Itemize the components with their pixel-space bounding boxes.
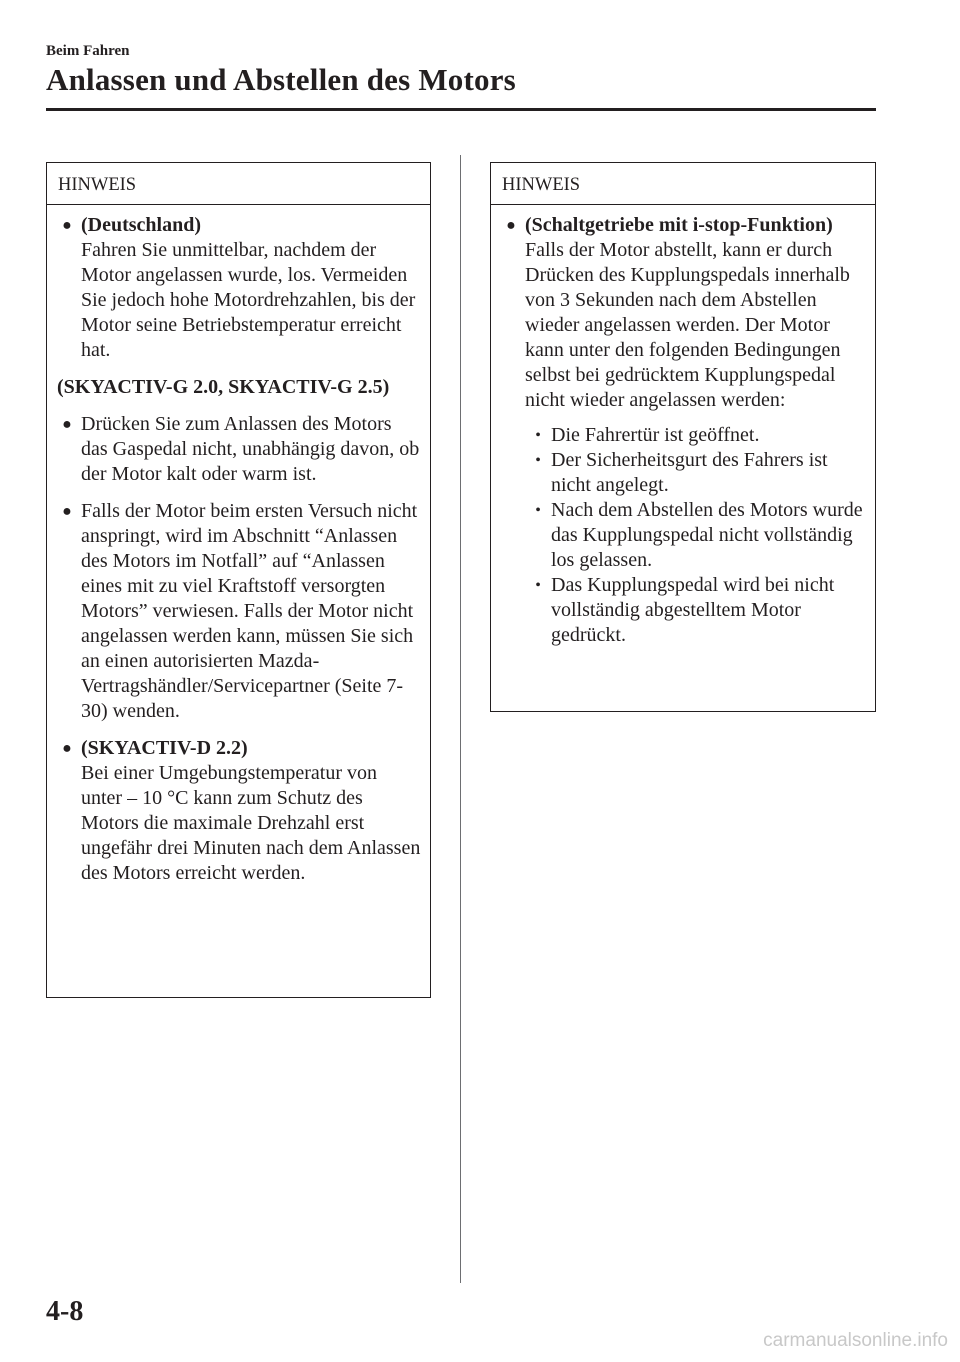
condition-text: Die Fahrertür ist geöffnet. bbox=[551, 424, 760, 446]
note-box-right bbox=[490, 162, 876, 712]
condition-text: Das Kupplungspedal wird bei nicht vollständig abgestelltem Motor gedrückt. bbox=[551, 574, 835, 646]
page-title: Anlassen und Abstellen des Motors bbox=[46, 62, 516, 97]
sub-bullet-icon: • bbox=[535, 502, 541, 519]
watermark: carmanualsonline.info bbox=[763, 1330, 948, 1351]
sub-bullet-icon: • bbox=[535, 452, 541, 469]
bullet-heading: (Deutschland) bbox=[81, 214, 202, 236]
column-divider bbox=[460, 155, 461, 1283]
sub-bullet-icon: • bbox=[535, 577, 541, 594]
condition-item bbox=[525, 573, 867, 648]
note-box-left bbox=[46, 162, 431, 998]
bullet-text: Falls der Motor abstellt, kann er durch Drücken des Kupplungspedals innerhalb von 3 Sekunden nach dem Abstellen wieder angelassen werden. Der Motor kann unter den folgenden Bedingungen selbst bei gedrücktem Kupplungspedal nicht wieder angelassen werden: bbox=[525, 239, 850, 411]
condition-item bbox=[525, 448, 867, 498]
variant-heading: (SKYACTIV-G 2.0, SKYACTIV-G 2.5) bbox=[57, 376, 390, 398]
bullet-dot-icon: ● bbox=[62, 416, 72, 433]
note-body bbox=[491, 205, 875, 648]
bullet-heading: (Schaltgetriebe mit i-stop-Funktion) bbox=[525, 214, 833, 236]
bullet-text: Drücken Sie zum Anlassen des Motors das Gaspedal nicht, unabhängig davon, ob der Motor kalt oder warm ist. bbox=[81, 413, 420, 485]
bullet-dot-icon: ● bbox=[62, 217, 72, 234]
bullet-text: Bei einer Umgebungstemperatur von unter – 10 °C kann zum Schutz des Motors die maximale Drehzahl erst ungefähr drei Minuten nach dem Anlassen des Motors erreicht werden. bbox=[81, 762, 421, 884]
bullet-text: Falls der Motor beim ersten Versuch nicht anspringt, wird im Abschnitt “Anlassen des Motors im Notfall” auf “Anlassen eines mit zu viel Kraftstoff versorgten Motors” verwiesen. Falls der Motor nicht angelassen werden kann, müssen Sie sich an einen autorisierten Mazda-Vertragshändler/Servicepartner (Seite 7-30) wenden. bbox=[81, 500, 418, 722]
note-bullet bbox=[57, 499, 422, 724]
condition-text: Nach dem Abstellen des Motors wurde das Kupplungspedal nicht vollständig los gelassen. bbox=[551, 499, 863, 571]
note-bullet bbox=[501, 213, 867, 648]
condition-item bbox=[525, 498, 867, 573]
condition-text: Der Sicherheitsgurt des Fahrers ist nicht angelegt. bbox=[551, 449, 828, 496]
note-heading: HINWEIS bbox=[491, 163, 875, 205]
title-rule bbox=[46, 108, 876, 111]
page-number: 4-8 bbox=[46, 1296, 84, 1327]
bullet-dot-icon: ● bbox=[506, 217, 516, 234]
note-bullet bbox=[57, 412, 422, 487]
bullet-heading: (SKYACTIV-D 2.2) bbox=[81, 737, 248, 759]
bullet-dot-icon: ● bbox=[62, 740, 72, 757]
sub-bullet-icon: • bbox=[535, 427, 541, 444]
condition-item bbox=[525, 423, 867, 448]
bullet-dot-icon: ● bbox=[62, 503, 72, 520]
note-bullet bbox=[57, 213, 422, 363]
bullet-text: Fahren Sie unmittelbar, nachdem der Motor angelassen wurde, los. Vermeiden Sie jedoch hohe Motordrehzahlen, bis der Motor seine Betriebstemperatur erreicht hat. bbox=[81, 239, 416, 361]
condition-list bbox=[525, 423, 867, 648]
note-heading: HINWEIS bbox=[47, 163, 430, 205]
note-bullet bbox=[57, 736, 422, 886]
note-body bbox=[47, 205, 430, 886]
section-label: Beim Fahren bbox=[46, 43, 130, 59]
